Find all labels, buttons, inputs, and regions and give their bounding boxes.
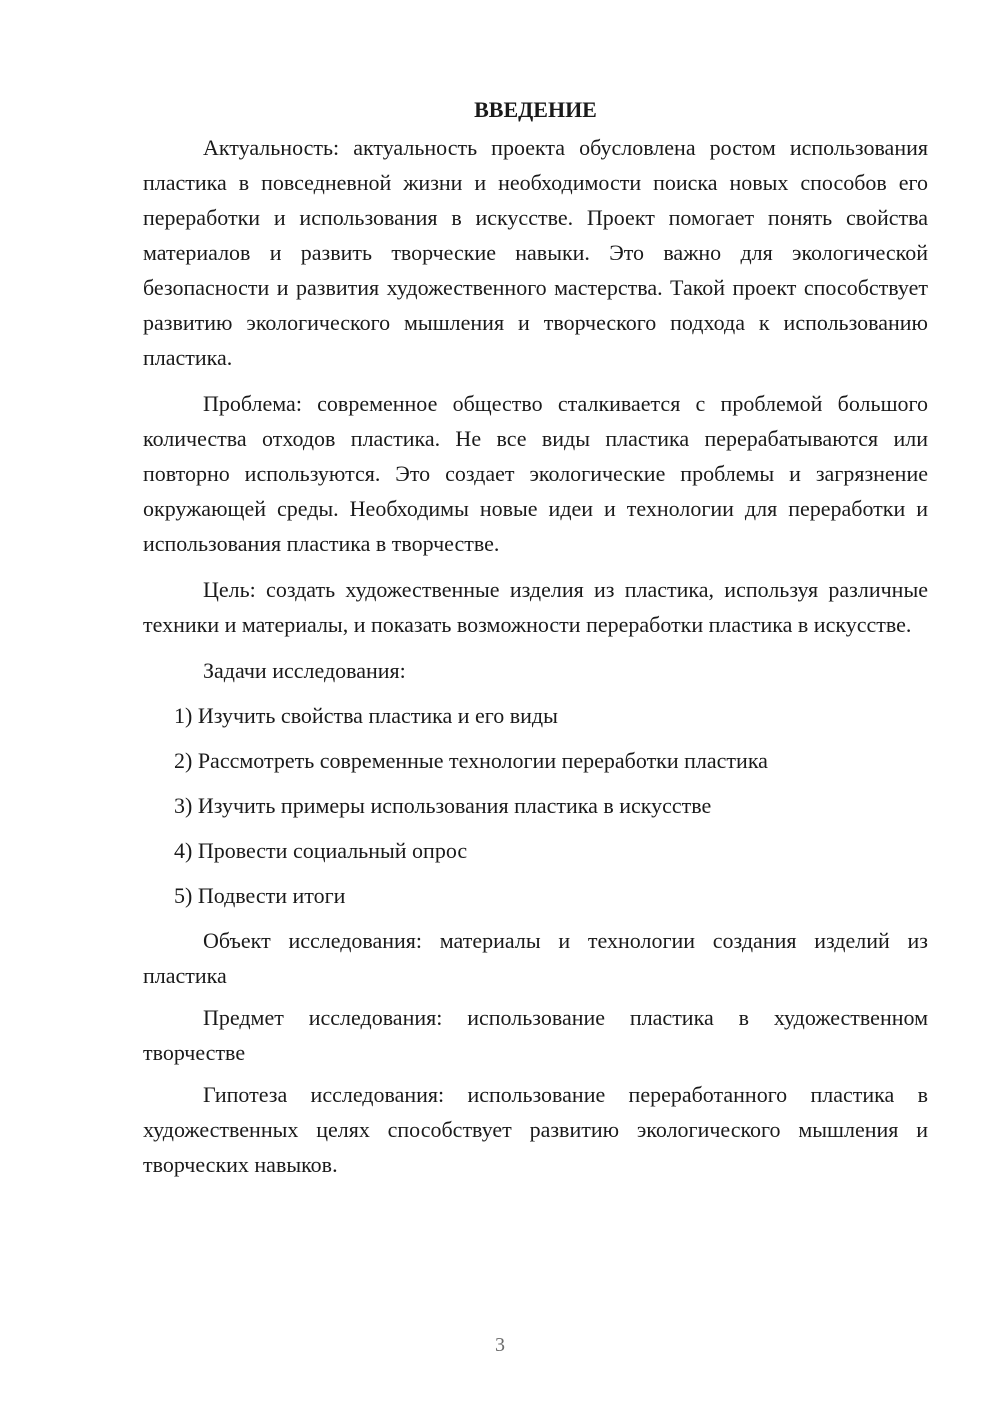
task-item: 5) Подвести итоги xyxy=(174,883,346,908)
paragraph-relevance: Актуальность: актуальность проекта обусловлена ростом использования пластика в повседневной жизни и необходимости поиска новых способов его переработки и использования в искусстве. Проект помогает понять свойства материалов и развить творческие навыки. Это важно для экологической безопасности и развития художественного мастерства. Такой проект способствует развитию экологического мышления и творческого подхода к использованию пластика. xyxy=(143,135,928,370)
paragraph-subject: Предмет исследования: использование пластика в художественном творчестве xyxy=(143,1005,928,1065)
section-title: ВВЕДЕНИЕ xyxy=(474,97,597,122)
tasks-heading: Задачи исследования: xyxy=(203,658,406,683)
task-list xyxy=(143,698,928,913)
page-number: 3 xyxy=(495,1334,505,1356)
task-item: 4) Провести социальный опрос xyxy=(174,838,468,863)
task-item: 2) Рассмотреть современные технологии переработки пластика xyxy=(174,748,768,773)
paragraph-hypothesis: Гипотеза исследования: использование переработанного пластика в художественных целях способствует развитию экологического мышления и творческих навыков. xyxy=(143,1082,928,1177)
task-item: 3) Изучить примеры использования пластика в искусстве xyxy=(174,793,712,818)
task-item: 1) Изучить свойства пластика и его виды xyxy=(174,703,558,728)
paragraph-problem: Проблема: современное общество сталкивается с проблемой большого количества отходов пластика. Не все виды пластика перерабатываются или повторно используются. Это создает экологические проблемы и загрязнение окружающей среды. Необходимы новые идеи и технологии для переработки и использования пластика в творчестве. xyxy=(143,391,928,556)
paragraph-goal: Цель: создать художественные изделия из пластика, используя различные техники и материалы, и показать возможности переработки пластика в искусстве. xyxy=(143,577,928,637)
document-page xyxy=(143,94,928,1193)
paragraph-object: Объект исследования: материалы и технологии создания изделий из пластика xyxy=(143,928,928,988)
